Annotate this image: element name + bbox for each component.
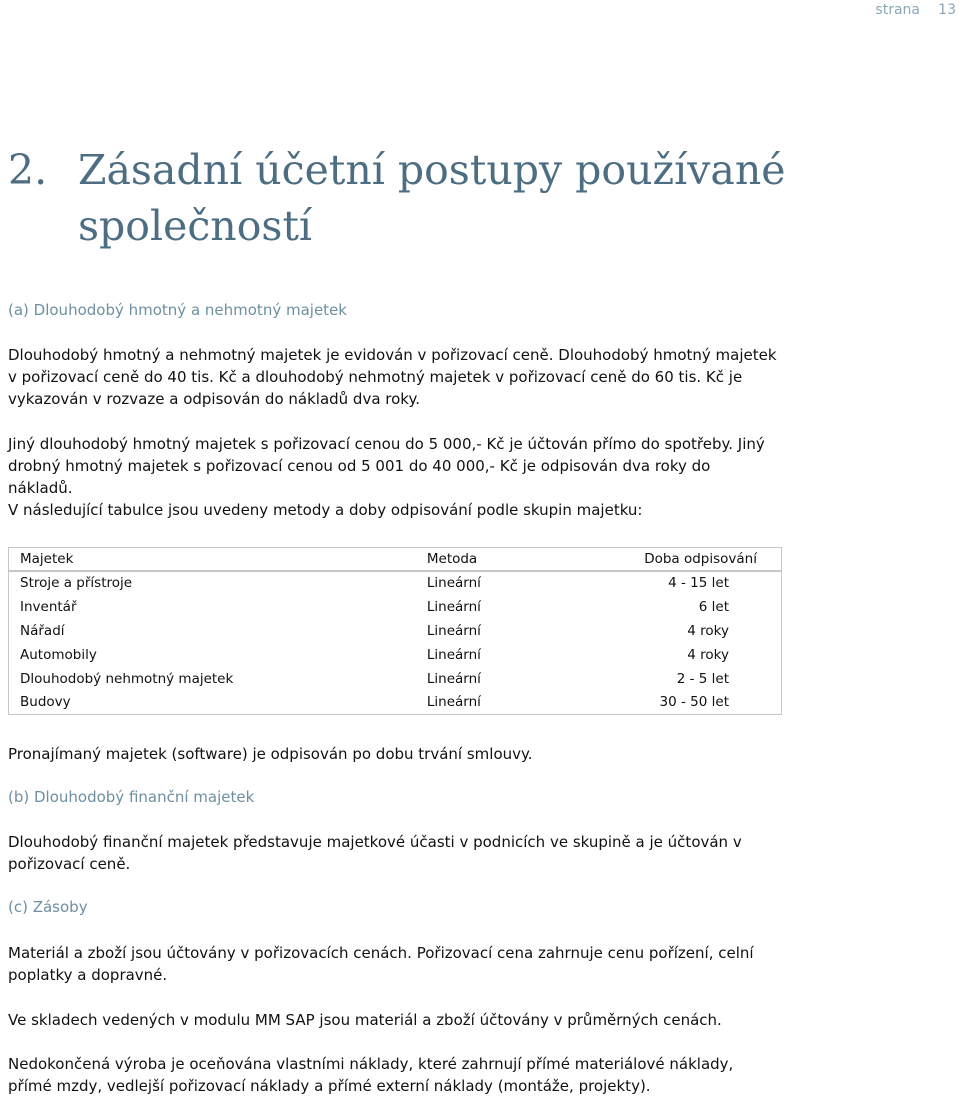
table-row xyxy=(9,643,782,667)
table-cell: Nářadí xyxy=(20,622,65,639)
paragraph: Ve skladech vedených v modulu MM SAP jsou materiál a zboží účtovány v průměrných cenách. xyxy=(8,1011,722,1029)
table-cell: 30 - 50 let xyxy=(659,694,729,711)
table-cell: Lineární xyxy=(426,670,481,687)
table-cell: 6 let xyxy=(698,598,729,615)
column-header: Doba odpisování xyxy=(596,548,782,571)
page-header xyxy=(760,2,960,20)
table-cell: 2 - 5 let xyxy=(676,670,729,687)
table-cell: Lineární xyxy=(426,575,481,591)
table-cell: Lineární xyxy=(426,622,481,639)
table-cell: Lineární xyxy=(426,598,481,615)
chapter-number: 2. xyxy=(8,146,48,194)
page-label: strana xyxy=(875,2,920,18)
table-row xyxy=(9,571,782,595)
paragraph: Nedokončená výroba je oceňována vlastními náklady, které zahrnují přímé materiálové náklady, přímé mzdy, vedlejší pořizovací náklady a přímé externí náklady (montáže, projekty). xyxy=(8,1055,734,1095)
paragraph: V následující tabulce jsou uvedeny metody a doby odpisování podle skupin majetku: xyxy=(8,501,643,519)
column-header: Metoda xyxy=(416,548,596,571)
table-row xyxy=(9,667,782,691)
table-cell: Stroje a přístroje xyxy=(20,575,133,591)
table-cell: 4 roky xyxy=(687,622,729,639)
page-number: 13 xyxy=(938,2,956,18)
paragraph: Dlouhodobý hmotný a nehmotný majetek je evidován v pořizovací ceně. Dlouhodobý hmotný majetek v pořizovací ceně do 40 tis. Kč a dlouhodobý nehmotný majetek v pořizovací ceně do 60 tis. Kč je vykazován v rozvaze a odpisován do nákladů dva roky. xyxy=(8,346,777,408)
paragraph: Materiál a zboží jsou účtovány v pořizovacích cenách. Pořizovací cena zahrnuje cenu pořízení, celní poplatky a dopravné. xyxy=(8,944,754,984)
paragraph: Jiný dlouhodobý hmotný majetek s pořizovací cenou do 5 000,- Kč je účtován přímo do spotřeby. Jiný drobný hmotný majetek s pořizovací cenou od 5 001 do 40 000,- Kč je odpisován dva roky do nákladů. xyxy=(8,435,765,497)
table-cell: Lineární xyxy=(426,646,481,663)
depreciation-table xyxy=(8,547,782,715)
table-cell: 4 - 15 let xyxy=(668,575,729,591)
section-heading-c: (c) Zásoby xyxy=(8,898,88,916)
table-cell: Dlouhodobý nehmotný majetek xyxy=(20,670,234,687)
chapter-title: Zásadní účetní postupy používané společností xyxy=(78,146,786,250)
paragraph: Dlouhodobý finanční majetek představuje majetkové účasti v podnicích ve skupině a je účtován v pořizovací ceně. xyxy=(8,833,742,873)
section-heading-b: (b) Dlouhodobý finanční majetek xyxy=(8,788,255,806)
table-cell: Lineární xyxy=(426,694,481,711)
section-heading-a: (a) Dlouhodobý hmotný a nehmotný majetek xyxy=(8,301,347,319)
table-row xyxy=(9,595,782,619)
table-cell: 4 roky xyxy=(687,646,729,663)
column-header: Majetek xyxy=(9,548,416,571)
paragraph: Pronajímaný majetek (software) je odpisován po dobu trvání smlouvy. xyxy=(8,745,533,763)
table-header-row xyxy=(9,548,782,571)
table-row xyxy=(9,691,782,715)
table-cell: Budovy xyxy=(20,694,71,711)
table-cell: Inventář xyxy=(20,598,77,615)
table-cell: Automobily xyxy=(20,646,97,663)
table-row xyxy=(9,619,782,643)
